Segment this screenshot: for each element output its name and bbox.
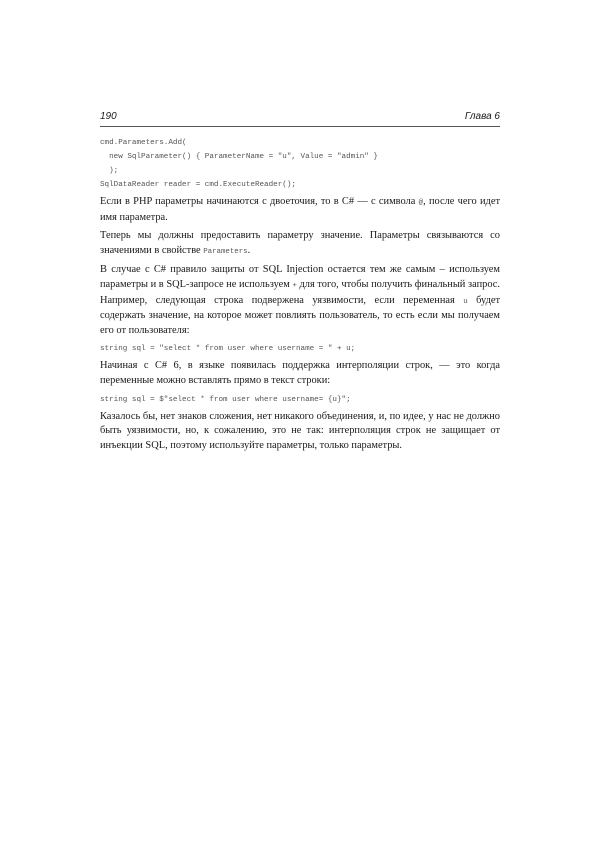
inline-code: Parameters xyxy=(203,247,248,256)
page-number: 190 xyxy=(100,111,117,122)
chapter-title: Глава 6 xyxy=(464,111,500,122)
paragraph-text: В случае с C# правило защиты от SQL Injection остается тем же самым – используем параметры и в SQL-запросе не используем xyxy=(100,264,500,290)
code-line: string sql = $"select * from user where username= {u}"; xyxy=(100,395,351,404)
paragraph-text: Если в PHP параметры начинаются с двоеточия, то в C# — с символа xyxy=(100,196,419,207)
inline-code: u xyxy=(463,297,468,306)
paragraph-text: . xyxy=(247,244,251,256)
code-line: string sql = "select * from user where username = " + u; xyxy=(100,345,356,354)
code-block xyxy=(100,136,500,192)
code-line: new SqlParameter() { ParameterName = "u", Value = "admin" } xyxy=(100,153,378,161)
paragraph-text: будет содержать значение, на которое может повлиять пользователь, то есть если мы получаем его от пользователя: xyxy=(100,294,501,336)
paragraph xyxy=(100,263,500,338)
paragraph xyxy=(100,229,500,259)
running-head xyxy=(100,110,500,126)
paragraph-text: Теперь мы должны предоставить параметру значение. Параметры связываются со значениями в свойстве xyxy=(100,230,500,256)
header-rule xyxy=(100,126,500,127)
inline-code: @ xyxy=(418,199,424,207)
inline-code: + xyxy=(292,281,297,290)
paragraph xyxy=(100,195,500,225)
page-body xyxy=(100,136,500,457)
code-line: ); xyxy=(100,167,119,175)
code-line: cmd.Parameters.Add( xyxy=(100,139,187,147)
paragraph-text: , после чего идет имя параметра. xyxy=(100,196,500,223)
paragraph: Казалось бы, нет знаков сложения, нет никакого объединения, и, по идее, у нас не должно быть уязвимости, но, к сожалению, это не так: интерполяция строк не защищает от инъекции SQL, поэтому используйте параметры, только параметры. xyxy=(100,410,500,451)
paragraph: Начиная с C# 6, в языке появилась поддержка интерполяции строк, — это когда переменные можно вставлять прямо в текст строки: xyxy=(100,360,500,386)
paragraph-text: для того, чтобы получить финальный запрос. Например, следующая строка подвержена уязвимости, если переменная xyxy=(100,278,500,306)
code-line: SqlDataReader reader = cmd.ExecuteReader(); xyxy=(100,181,296,189)
book-page xyxy=(100,0,500,849)
